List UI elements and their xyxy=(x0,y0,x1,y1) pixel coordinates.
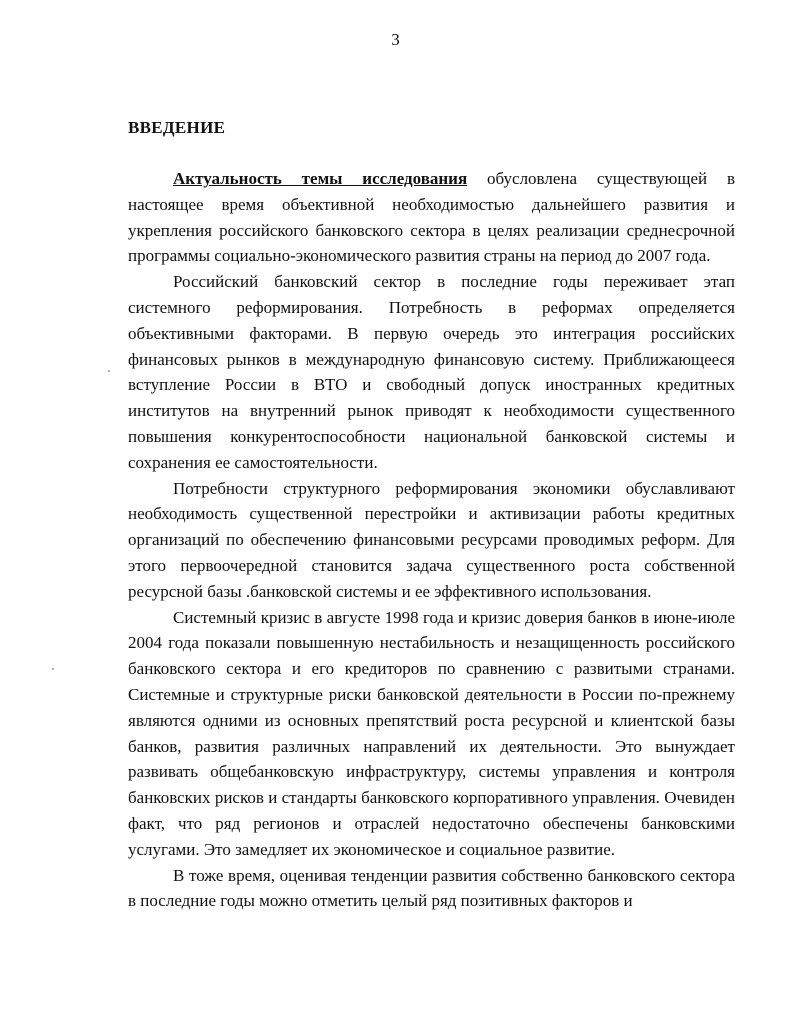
paragraph: Потребности структурного реформирования экономики обуславливают необходимость существенной перестройки и активизации работы кредитных организаций по обеспечению финансовыми ресурсами проводимых реформ. Для этого первоочередной становится задача существенного роста собственной ресурсной базы .банковской системы и ее эффективного использования. xyxy=(128,478,735,601)
paragraph: Российский банковский сектор в последние годы переживает этап системного реформирования. Потребность в реформах определяется объективными факторами. В первую очередь это интеграция российских финансовых рынков в международную финансовую систему. Приближающееся вступление России в ВТО и свободный допуск иностранных кредитных институтов на внутренний рынок приводят к необходимости существенного повышения конкурентоспособности национальной банковской системы и сохранения ее самостоятельности. xyxy=(128,272,735,472)
scan-speck xyxy=(108,370,110,372)
paragraph-text: обусловлена существующей в настоящее время объективной необходимостью дальнейшего развития и укрепления российского банковского сектора в целях реализации среднесрочной программы социально-экономического развития страны на период до 2007 года. xyxy=(128,169,735,266)
scan-speck xyxy=(52,668,54,670)
paragraph-relevance xyxy=(128,166,735,269)
paragraph: В тоже время, оценивая тенденции развития собственно банковского сектора в последние годы можно отметить целый ряд позитивных факторов и xyxy=(128,865,735,911)
body-text xyxy=(128,166,735,914)
page-number: 3 xyxy=(391,30,400,49)
relevance-lead: Актуальность темы исследования xyxy=(173,169,468,188)
paragraph: Системный кризис в августе 1998 года и кризис доверия банков в июне-июле 2004 года показали повышенную нестабильность и незащищенность российского банковского сектора и его кредиторов по сравнению с развитыми странами. Системные и структурные риски банковской деятельности в России по-прежнему являются одними из основных препятствий роста ресурсной и клиентской базы банков, развития различных направлений их деятельности. Это вынуждает развивать общебанковскую инфраструктуру, системы управления и контроля банковских рисков и стандарты банковского корпоративного управления. Очевиден факт, что ряд регионов и отраслей недостаточно обеспечены банковскими услугами. Это замедляет их экономическое и социальное развитие. xyxy=(128,607,735,859)
section-heading: ВВЕДЕНИЕ xyxy=(128,118,226,137)
